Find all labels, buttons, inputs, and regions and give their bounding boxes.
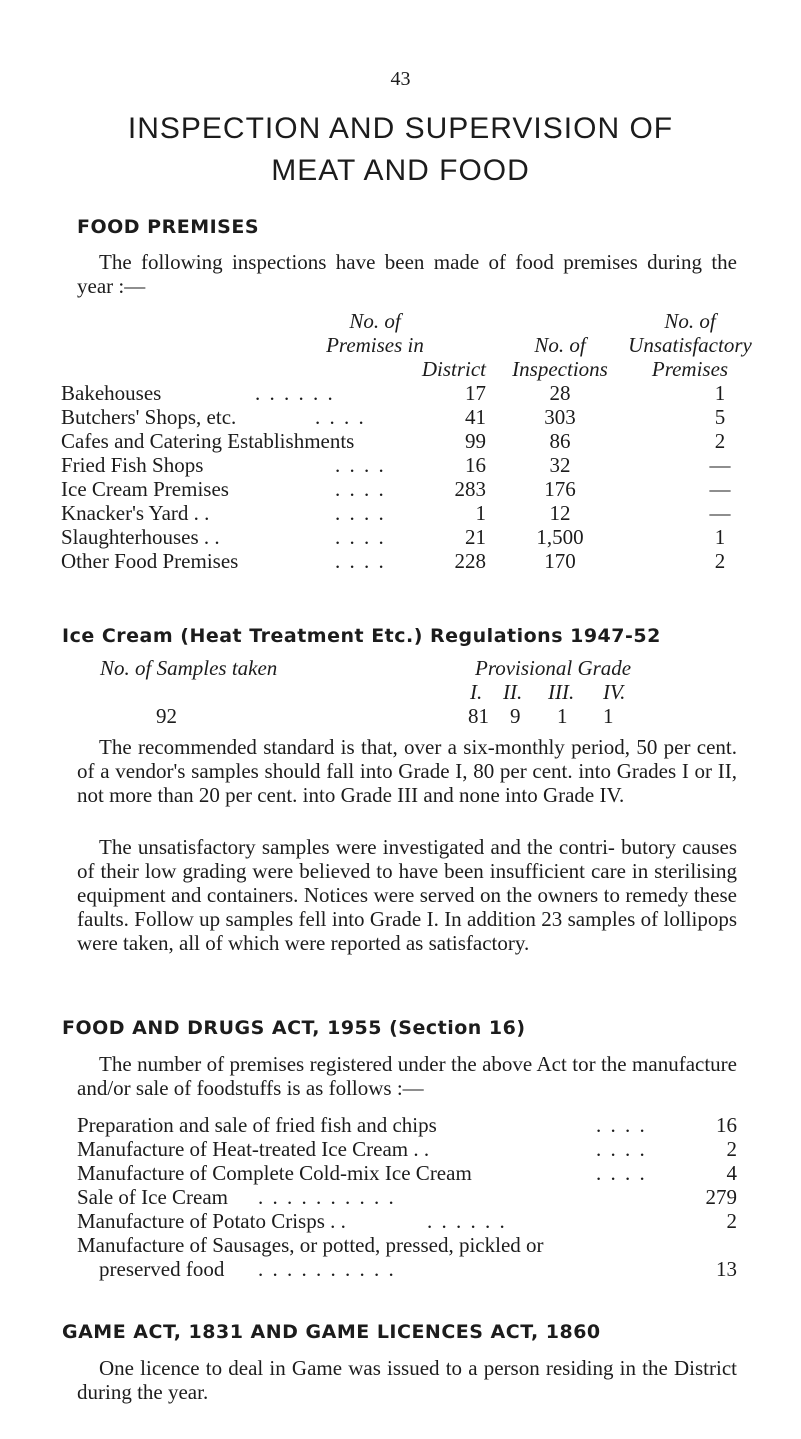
row-premises: 41 — [465, 405, 486, 429]
grade-numeral-4: IV. — [603, 680, 626, 704]
leader-dots: . . . . . . — [427, 1209, 507, 1233]
col-header-premises-2: Premises in — [326, 333, 424, 357]
row-label: Slaughterhouses . . — [61, 525, 220, 549]
leader-dots: . . . . . . . . . . — [258, 1185, 396, 1209]
row-inspections: 12 — [549, 501, 571, 525]
page-title-line-1: INSPECTION AND SUPERVISION OF — [127, 112, 674, 145]
row-unsatisfactory: — — [709, 453, 731, 477]
grade-1-value: 81 — [468, 704, 489, 728]
list-item — [0, 1257, 801, 1281]
row-label: Butchers' Shops, etc. — [61, 405, 237, 429]
row-inspections: 86 — [549, 429, 571, 453]
row-label: Other Food Premises — [61, 549, 239, 573]
row-unsatisfactory: 2 — [714, 429, 726, 453]
samples-taken-value: 92 — [156, 704, 177, 728]
row-inspections: 170 — [544, 549, 576, 573]
item-label-continued: preserved food — [99, 1257, 225, 1281]
list-item — [0, 1137, 801, 1161]
item-label: Manufacture of Sausages, or potted, pressed, pickled or — [77, 1233, 544, 1257]
item-label: Sale of Ice Cream — [77, 1185, 229, 1209]
col-header-unsatisfactory-3: Premises — [651, 357, 729, 381]
leader-dots: . . . . — [335, 501, 386, 525]
table-row — [0, 549, 801, 573]
table-row — [0, 501, 801, 525]
grade-2-value: 9 — [510, 704, 521, 728]
leader-dots: . . . . . . — [255, 381, 335, 405]
row-unsatisfactory: — — [709, 477, 731, 501]
col-header-unsatisfactory-1: No. of — [664, 309, 716, 333]
food-drugs-heading: FOOD AND DRUGS ACT, 1955 (Section 16) — [62, 1017, 526, 1039]
row-unsatisfactory: 2 — [714, 549, 726, 573]
list-item — [0, 1113, 801, 1137]
page-title-line-2: MEAT AND FOOD — [271, 154, 530, 187]
row-inspections: 1,500 — [536, 525, 584, 549]
leader-dots: . . . . — [596, 1113, 647, 1137]
grade-4-value: 1 — [603, 704, 614, 728]
item-value: 279 — [705, 1185, 737, 1209]
table-row — [0, 429, 801, 453]
row-unsatisfactory: 1 — [714, 525, 726, 549]
item-value: 2 — [726, 1137, 737, 1161]
table-row — [0, 405, 801, 429]
list-item — [0, 1185, 801, 1209]
ice-cream-heading: Ice Cream (Heat Treatment Etc.) Regulations 1947-52 — [62, 625, 661, 647]
game-act-paragraph: One licence to deal in Game was issued to a person residing in the District during the year. — [77, 1356, 737, 1404]
ice-cream-standard-paragraph: The recommended standard is that, over a six-monthly period, 50 per cent. of a vendor's samples should fall into Grade I, 80 per cent. into Grades I or II, not more than 20 per cent. into Grade III and none into Grade IV. — [77, 735, 737, 807]
ice-cream-investigation-paragraph: The unsatisfactory samples were investigated and the contri- butory causes of their low grading were believed to have been insufficient care in sterilising equipment and containers. Notices were served on the owners to remedy these faults. Follow up samples fell into Grade I. In addition 23 samples of lollipops were taken, all of which were reported as satisfactory. — [77, 835, 737, 955]
leader-dots: . . . . — [335, 525, 386, 549]
item-value: 13 — [716, 1257, 737, 1281]
leader-dots: . . . . — [335, 549, 386, 573]
grade-numeral-1: I. — [470, 680, 483, 704]
row-label: Cafes and Catering Establishments — [61, 429, 355, 453]
provisional-grade-label: Provisional Grade — [475, 656, 632, 680]
leader-dots: . . . . — [596, 1137, 647, 1161]
food-drugs-intro: The number of premises registered under the above Act tor the manufacture and/or sale of foodstuffs is as follows :— — [77, 1052, 737, 1100]
col-header-inspections-2: Inspections — [512, 357, 608, 381]
row-premises: 1 — [475, 501, 486, 525]
leader-dots: . . . . — [315, 405, 366, 429]
game-act-heading: GAME ACT, 1831 AND GAME LICENCES ACT, 1860 — [62, 1321, 601, 1343]
table-row — [0, 453, 801, 477]
row-inspections: 28 — [549, 381, 571, 405]
row-label: Ice Cream Premises — [61, 477, 229, 501]
leader-dots: . . . . — [596, 1161, 647, 1185]
item-value: 16 — [716, 1113, 737, 1137]
row-unsatisfactory: 5 — [714, 405, 726, 429]
page-number: 43 — [390, 68, 411, 90]
table-row — [0, 381, 801, 405]
list-item — [0, 1233, 801, 1257]
food-premises-heading: FOOD PREMISES — [77, 216, 260, 238]
list-item — [0, 1209, 801, 1233]
item-label: Manufacture of Complete Cold-mix Ice Cream — [77, 1161, 472, 1185]
item-value: 2 — [726, 1209, 737, 1233]
row-label: Knacker's Yard . . — [61, 501, 210, 525]
leader-dots: . . . . . . . . . . — [258, 1257, 396, 1281]
row-premises: 283 — [454, 477, 486, 501]
item-label: Manufacture of Heat-treated Ice Cream . . — [77, 1137, 430, 1161]
row-premises: 21 — [465, 525, 486, 549]
grade-3-value: 1 — [557, 704, 568, 728]
row-premises: 99 — [465, 429, 486, 453]
grade-numeral-2: II. — [503, 680, 523, 704]
row-premises: 17 — [465, 381, 486, 405]
col-header-premises-1: No. of — [349, 309, 401, 333]
col-header-premises-3: District — [421, 357, 486, 381]
row-premises: 228 — [454, 549, 486, 573]
table-row — [0, 477, 801, 501]
samples-taken-label: No. of Samples taken — [100, 656, 278, 680]
row-inspections: 303 — [544, 405, 576, 429]
food-premises-intro: The following inspections have been made of food premises during the year :— — [77, 250, 737, 298]
row-unsatisfactory: 1 — [714, 381, 726, 405]
row-inspections: 176 — [544, 477, 576, 501]
item-value: 4 — [726, 1161, 737, 1185]
grade-numeral-3: III. — [548, 680, 575, 704]
item-label: Preparation and sale of fried fish and chips — [77, 1113, 437, 1137]
table-row — [0, 525, 801, 549]
item-label: Manufacture of Potato Crisps . . — [77, 1209, 346, 1233]
row-label: Bakehouses — [61, 381, 162, 405]
row-inspections: 32 — [549, 453, 571, 477]
col-header-unsatisfactory-2: Unsatisfactory — [628, 333, 752, 357]
list-item — [0, 1161, 801, 1185]
row-premises: 16 — [465, 453, 486, 477]
row-unsatisfactory: — — [709, 501, 731, 525]
row-label: Fried Fish Shops — [61, 453, 204, 477]
col-header-inspections-1: No. of — [534, 333, 586, 357]
leader-dots: . . . . — [335, 453, 386, 477]
leader-dots: . . . . — [335, 477, 386, 501]
